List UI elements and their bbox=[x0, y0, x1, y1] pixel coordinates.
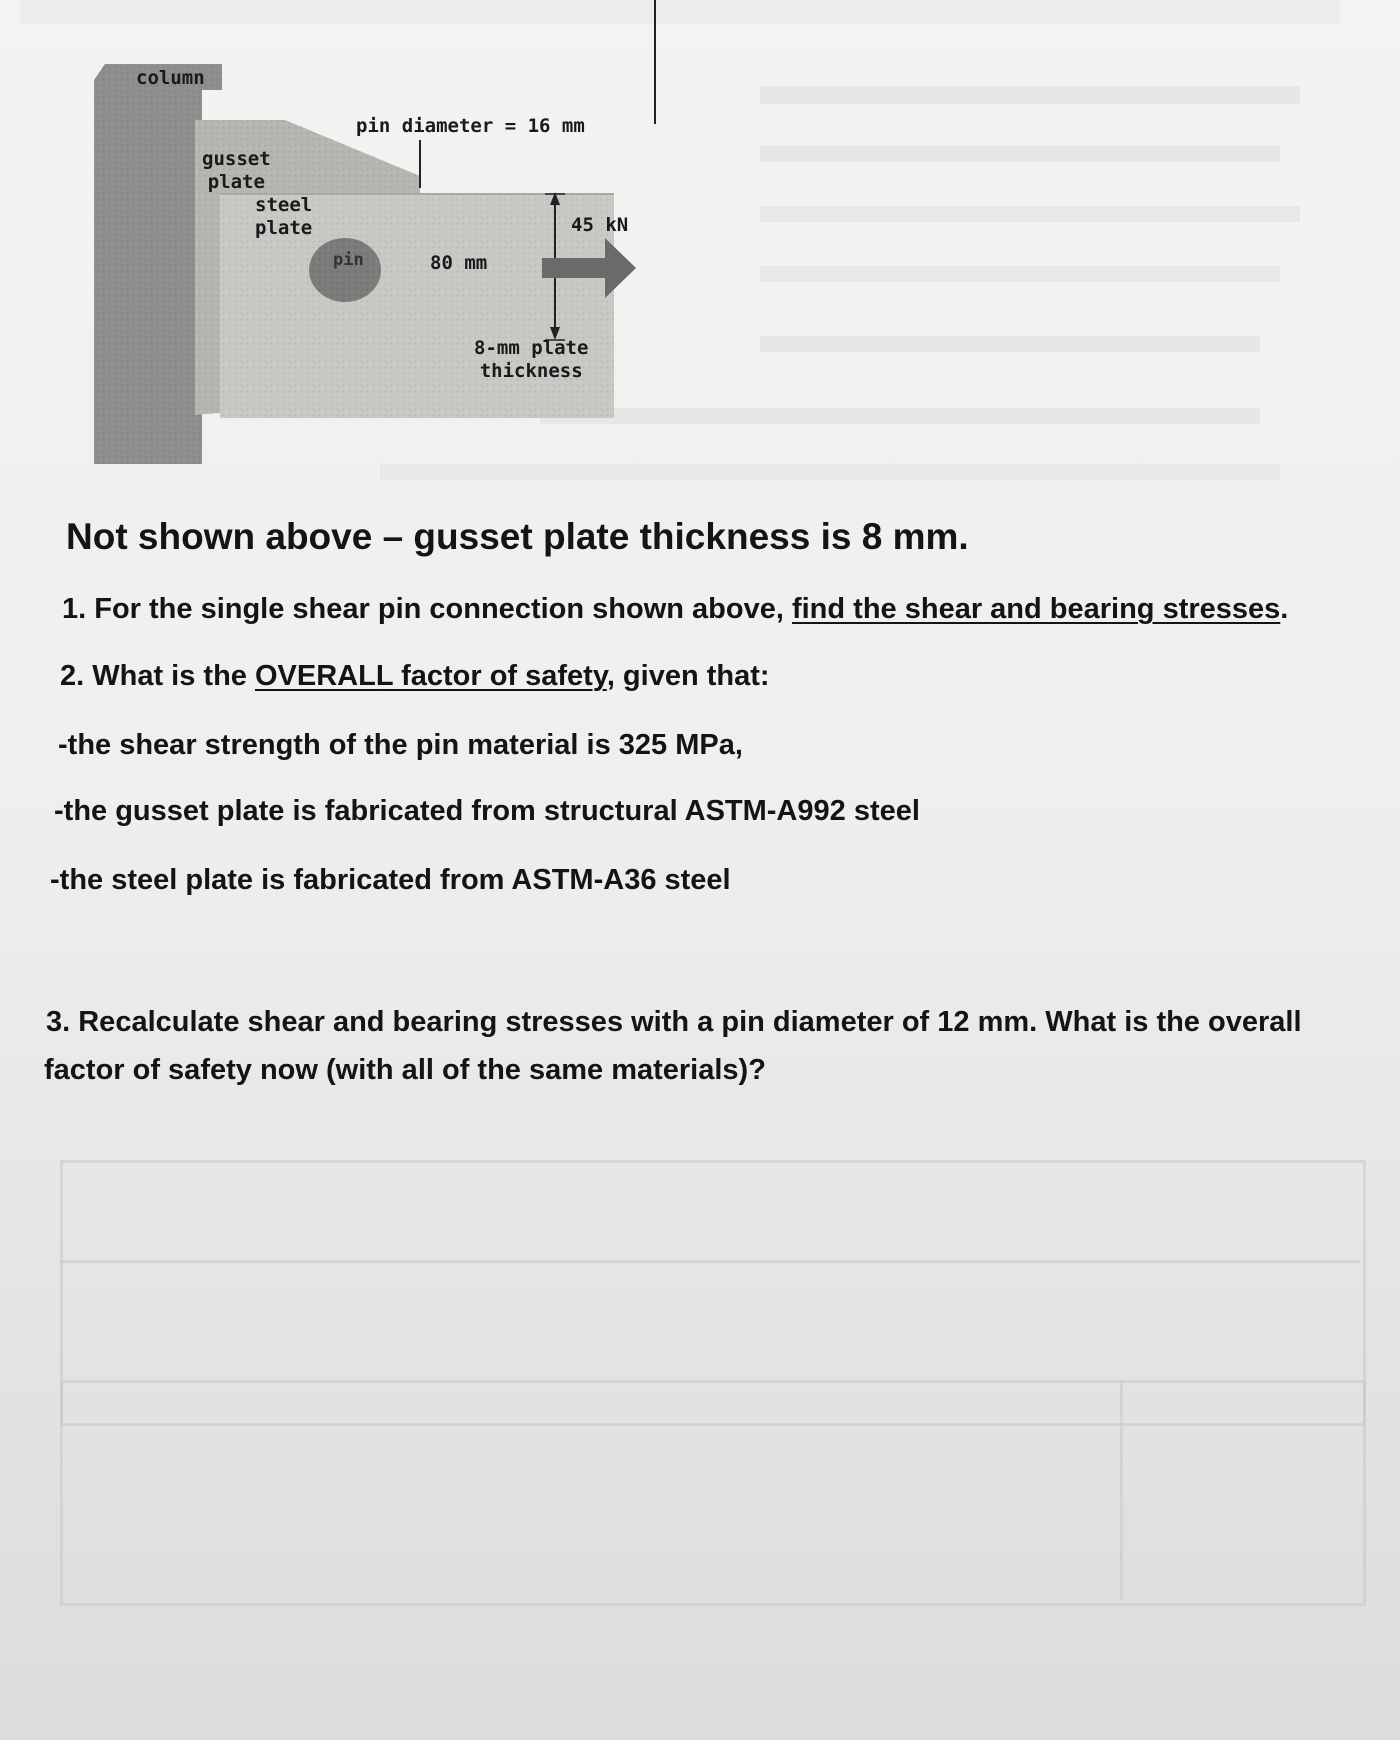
bleed-through-table bbox=[60, 1380, 1366, 1606]
bleed-through-line bbox=[760, 206, 1300, 222]
gusset-plate-label-line: plate bbox=[207, 171, 265, 193]
width-dimension-label: 80 mm bbox=[430, 252, 488, 274]
bleed-through-line bbox=[760, 266, 1280, 282]
question-2-text: 2. What is the bbox=[60, 660, 255, 692]
question-2-underlined: OVERALL factor of safety bbox=[254, 660, 607, 692]
bleed-through-line bbox=[760, 146, 1280, 162]
pin-diameter-label: pin diameter = 16 mm bbox=[356, 115, 585, 137]
bleed-through-line bbox=[760, 86, 1300, 104]
gusset-thickness-note: Not shown above – gusset plate thickness is 8 mm. bbox=[66, 516, 969, 557]
bleed-through-line bbox=[20, 0, 1340, 24]
steel-plate-label-line: plate bbox=[255, 217, 313, 239]
column-label: column bbox=[136, 67, 205, 89]
plate-thickness-label-line: thickness bbox=[479, 360, 583, 382]
question-1-underlined: find the shear and bearing stresses bbox=[791, 593, 1281, 625]
pin-connection-figure bbox=[90, 60, 690, 470]
pin-label: pin bbox=[333, 250, 364, 270]
bleed-through-table-rule bbox=[60, 1260, 1360, 1263]
question-3-line-1: 3. Recalculate shear and bearing stresses with a pin diameter of 12 mm. What is the overall bbox=[46, 1006, 1302, 1038]
question-2 bbox=[60, 660, 770, 693]
bleed-through-line bbox=[760, 336, 1260, 352]
condition-steel-plate-material: -the steel plate is fabricated from ASTM-A36 steel bbox=[50, 864, 731, 896]
bleed-through-table-rule bbox=[1120, 1380, 1123, 1600]
steel-plate-label-line: steel bbox=[255, 194, 313, 216]
question-2-end: , given that: bbox=[606, 660, 770, 692]
condition-pin-strength: -the shear strength of the pin material is 325 MPa, bbox=[58, 729, 743, 761]
question-1-end: . bbox=[1280, 593, 1289, 625]
load-label: 45 kN bbox=[571, 214, 629, 236]
condition-gusset-material: -the gusset plate is fabricated from structural ASTM-A992 steel bbox=[54, 795, 920, 827]
plate-thickness-label-line: 8-mm plate bbox=[474, 337, 589, 359]
steel-plate-label bbox=[255, 194, 312, 240]
plate-thickness-label bbox=[474, 337, 588, 383]
question-1-text: 1. For the single shear pin connection shown above, bbox=[62, 593, 792, 625]
gusset-plate-label-line: gusset bbox=[202, 148, 271, 170]
question-3-line-2: factor of safety now (with all of the same materials)? bbox=[44, 1054, 766, 1086]
question-1 bbox=[62, 593, 1288, 626]
gusset-plate-label bbox=[202, 148, 271, 194]
